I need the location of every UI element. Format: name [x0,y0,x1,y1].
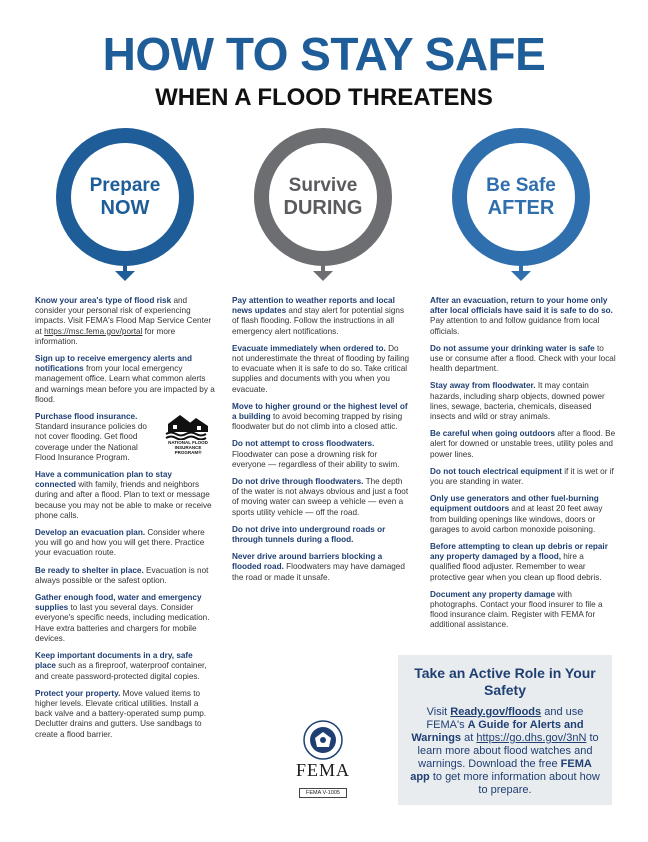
phase-label-line2: NOW [100,197,150,219]
flood-map-link[interactable]: https://msc.fema.gov/portal [44,326,143,336]
house-waves-icon [164,412,212,440]
document-code: FEMA V-1005 [299,788,347,798]
main-title: HOW TO STAY SAFE [102,28,546,80]
tip-paragraph: Develop an evacuation plan. Consider where you will go and how you will get there. Practice your evacuation route. [35,528,205,558]
tip-paragraph: Do not touch electrical equipment if it is wet or if you are standing in water. [430,466,614,487]
tip-paragraph: Do not assume your drinking water is safe to use or consume after a flood. Check with your local health department. [430,343,616,374]
active-role-callout [398,655,612,805]
tip-paragraph: Know your area's type of flood risk and consider your personal risk of experiencing impacts. Visit FEMA's Flood Map Service Center at https://msc.fema.gov/portal for more information. [35,296,212,346]
dhs-seal-icon [303,720,343,760]
tip-paragraph: Do not attempt to cross floodwaters. Floodwater can pose a drowning risk for everyone — regardless of their ability to swim. [232,439,400,469]
tip-paragraph: Evacuate immediately when ordered to. Do not underestimate the threat of flooding by failing to evacuate when it is safe to do so. Take critical supplies and documents with you when you evacuate. [232,343,410,394]
pin-arrow-icon [511,271,531,281]
tip-paragraph: Pay attention to weather reports and local news updates and stay alert for potential signs of flash flooding. Follow the instructions in all emergency alert notifications. [232,296,405,336]
after-column [430,296,616,638]
prepare-now-badge [56,128,194,266]
tip-paragraph: Keep important documents in a dry, safe place such as a fireproof, waterproof container, and create password-protected digital copies. [35,651,207,681]
fema-logo [283,720,363,799]
survive-column [232,296,410,590]
nfip-logo: NATIONAL FLOOD INSURANCE PROGRAM® [161,412,215,455]
phase-label-line2: AFTER [487,197,555,219]
tip-paragraph: Protect your property. Move valued items to higher levels. Elevate critical utilities. Install a back valve and a battery-operated sump pump. Declutter drains and gutters. Use sandbags to create a flood barrier. [35,688,207,739]
callout-title: Take an Active Role in Your Safety [414,665,596,698]
tip-paragraph: Do not drive into underground roads or through tunnels during a flood. [232,524,386,545]
pin-arrow-icon [115,271,135,281]
prepare-column [35,296,215,747]
tip-paragraph: After an evacuation, return to your home only after local officials have said it is safe to do so. Pay attention to and follow guidance from local officials. [430,296,613,336]
phase-label-line1: Be Safe [486,175,556,196]
tip-paragraph: Move to higher ground or the highest level of a building to avoid becoming trapped by rising floodwater but do not climb into a closed attic. [232,401,408,432]
tip-paragraph: Never drive around barriers blocking a flooded road. Floodwaters may have damaged the road or made it unsafe. [232,552,405,582]
callout-body: Visit Ready.gov/floods and use FEMA's A Guide for Alerts and Warnings at https://go.dhs.gov/3nN to learn more about flood watches and warnings. Download the free FEMA app to get more information about how to prepare. [410,706,600,796]
survive-during-badge [254,128,392,266]
tip-paragraph: Sign up to receive emergency alerts and notifications from your local emergency management office. Learn what common alerts and warnings mean before you are impacted by a flood. [35,354,215,404]
be-safe-after-badge [452,128,590,266]
tip-paragraph: Before attempting to clean up debris or repair any property damaged by a flood, hire a qualified flood adjuster. Remember to wear protective gear when you clean up flood debris. [430,542,608,582]
tip-paragraph: Document any property damage with photographs. Contact your flood insurer to file a flood insurance claim. Register with FEMA for additional assistance. [430,589,603,630]
dhs-guide-link[interactable]: https://go.dhs.gov/3nN [476,732,587,744]
phase-label-line1: Prepare [89,175,161,196]
tip-paragraph: Be careful when going outdoors after a flood. Be alert for downed or unstable trees, utility poles and power lines. [430,429,616,459]
pin-arrow-icon [313,271,333,281]
tip-paragraph: NATIONAL FLOOD INSURANCE PROGRAM® Purchase flood insurance. Standard insurance policies do not cover flooding. Get flood coverage under the National Flood Insurance Program. [35,412,215,463]
tip-paragraph: Stay away from floodwater. It may contain hazards, including sharp objects, downed power lines, sewage, bacteria, chemicals, diseased insects and wild or stray animals. [430,381,605,422]
ready-gov-link[interactable]: Ready.gov/floods [450,706,542,718]
tip-paragraph: Only use generators and other fuel-burning equipment outdoors and at least 20 feet away from building openings like windows, doors or garages to avoid carbon monoxide poisoning. [430,494,603,534]
tip-paragraph: Be ready to shelter in place. Evacuation is not always possible or the safest option. [35,565,209,585]
phase-label-line1: Survive [288,175,358,196]
tip-paragraph: Have a communication plan to stay connected with family, friends and neighbors during and after a flood. Plan to text or message because you may not be able to make or receive phone calls. [35,470,212,520]
phase-label-line2: DURING [283,197,363,219]
fema-wordmark: FEMA [295,760,350,780]
tip-paragraph: Gather enough food, water and emergency supplies to last you several days. Consider everyone's specific needs, including medication. Have extra batteries and chargers for mobile devices. [35,593,210,643]
sub-title: WHEN A FLOOD THREATENS [155,84,493,111]
tip-paragraph: Do not drive through floodwaters. The depth of the water is not always obvious and just a foot of moving water can sweep a vehicle — even a sports utility vehicle — off the road. [232,477,409,517]
